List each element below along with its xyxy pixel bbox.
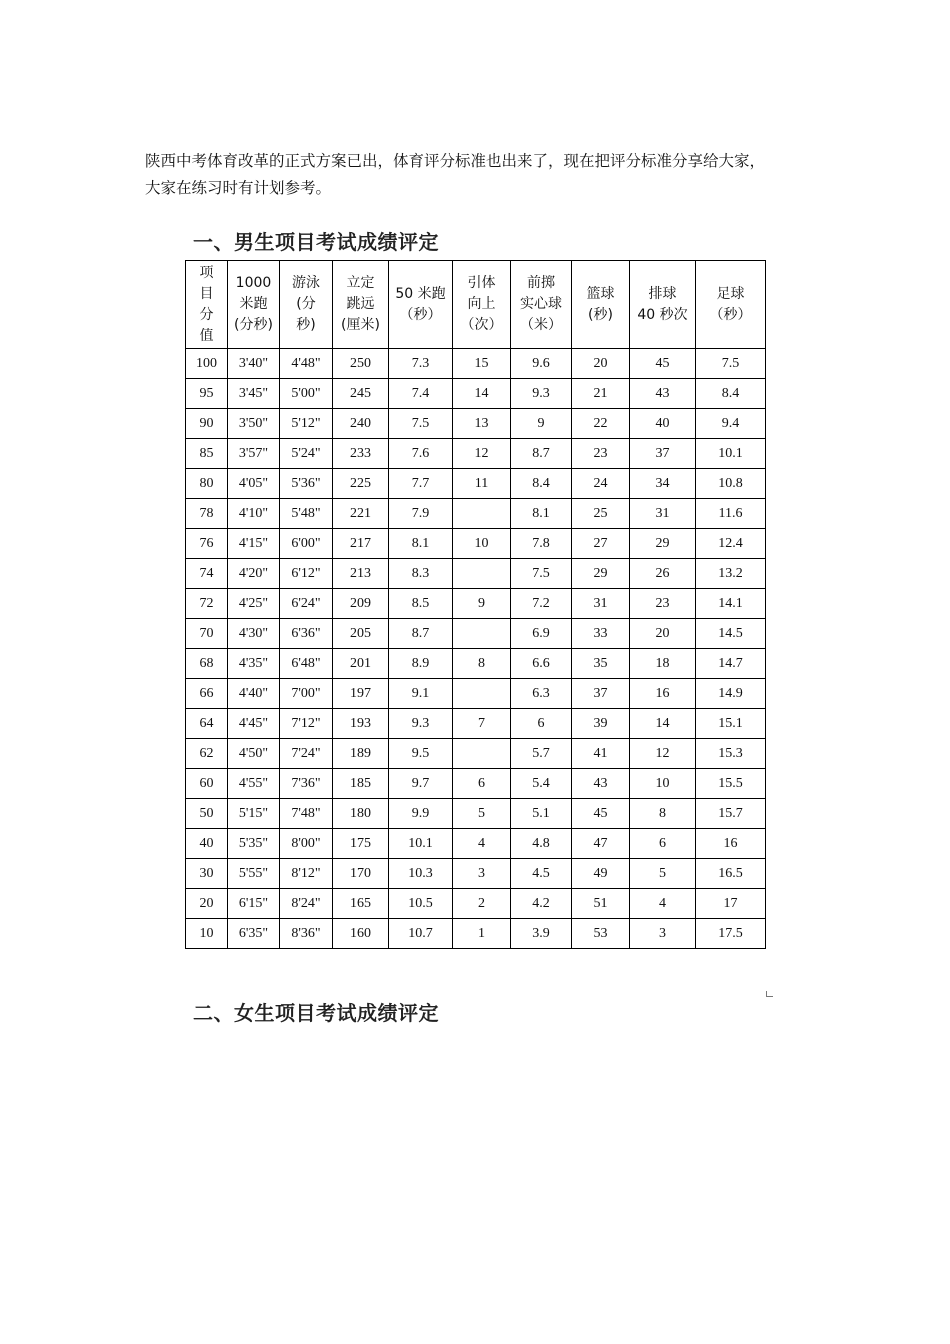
table-cell: 100 <box>186 349 228 379</box>
table-cell: 13.2 <box>696 559 766 589</box>
table-cell: 6'36" <box>280 619 333 649</box>
paragraph-mark <box>766 991 773 997</box>
table-cell: 7'48" <box>280 799 333 829</box>
table-cell: 25 <box>572 499 630 529</box>
table-cell: 8.5 <box>389 589 453 619</box>
table-cell: 4.8 <box>511 829 572 859</box>
table-cell: 43 <box>630 379 696 409</box>
table-cell: 8.4 <box>696 379 766 409</box>
table-cell: 14 <box>630 709 696 739</box>
table-cell: 11 <box>453 469 511 499</box>
column-header: 引体 向上 （次） <box>453 261 511 349</box>
table-row <box>186 409 766 439</box>
table-cell: 7.8 <box>511 529 572 559</box>
table-cell: 213 <box>333 559 389 589</box>
table-cell: 160 <box>333 919 389 949</box>
table-cell: 13 <box>453 409 511 439</box>
table-cell: 9.9 <box>389 799 453 829</box>
table-cell: 15.3 <box>696 739 766 769</box>
table-cell <box>453 619 511 649</box>
table-cell: 5'35" <box>228 829 280 859</box>
table-cell: 17 <box>696 889 766 919</box>
table-cell: 29 <box>572 559 630 589</box>
table-cell: 7.4 <box>389 379 453 409</box>
table-cell: 76 <box>186 529 228 559</box>
table-cell: 95 <box>186 379 228 409</box>
table-cell: 4'35" <box>228 649 280 679</box>
table-cell: 197 <box>333 679 389 709</box>
table-row <box>186 709 766 739</box>
table-cell: 49 <box>572 859 630 889</box>
table-cell <box>453 679 511 709</box>
table-cell: 5'15" <box>228 799 280 829</box>
table-cell: 9.7 <box>389 769 453 799</box>
table-cell: 23 <box>630 589 696 619</box>
table-cell: 40 <box>186 829 228 859</box>
table-cell: 7'00" <box>280 679 333 709</box>
table-cell: 80 <box>186 469 228 499</box>
table-cell: 10.7 <box>389 919 453 949</box>
column-header: 排球 40 秒次 <box>630 261 696 349</box>
table-cell: 8.3 <box>389 559 453 589</box>
table-cell: 8'36" <box>280 919 333 949</box>
table-cell: 7.5 <box>389 409 453 439</box>
table-row <box>186 469 766 499</box>
table-cell: 10.1 <box>696 439 766 469</box>
boys-score-table <box>185 260 766 949</box>
table-cell: 68 <box>186 649 228 679</box>
table-cell: 37 <box>572 679 630 709</box>
table-cell: 170 <box>333 859 389 889</box>
table-cell: 20 <box>630 619 696 649</box>
table-cell: 62 <box>186 739 228 769</box>
table-cell <box>453 499 511 529</box>
table-cell: 16 <box>630 679 696 709</box>
table-cell: 180 <box>333 799 389 829</box>
table-row <box>186 769 766 799</box>
table-cell: 8 <box>453 649 511 679</box>
table-cell: 8'12" <box>280 859 333 889</box>
table-cell: 185 <box>333 769 389 799</box>
table-cell: 7.3 <box>389 349 453 379</box>
table-cell: 6.9 <box>511 619 572 649</box>
table-cell: 10.3 <box>389 859 453 889</box>
table-cell: 35 <box>572 649 630 679</box>
table-cell: 24 <box>572 469 630 499</box>
table-cell: 7 <box>453 709 511 739</box>
table-cell: 209 <box>333 589 389 619</box>
table-row <box>186 919 766 949</box>
table-cell: 5'36" <box>280 469 333 499</box>
table-cell: 9 <box>453 589 511 619</box>
table-cell: 5'24" <box>280 439 333 469</box>
section-title-girls: 二、女生项目考试成绩评定 <box>193 1001 439 1025</box>
table-cell: 4'30" <box>228 619 280 649</box>
table-cell: 233 <box>333 439 389 469</box>
table-cell: 9.4 <box>696 409 766 439</box>
table-cell: 74 <box>186 559 228 589</box>
column-header: 篮球 (秒) <box>572 261 630 349</box>
table-cell: 26 <box>630 559 696 589</box>
table-cell: 70 <box>186 619 228 649</box>
table-cell: 14.1 <box>696 589 766 619</box>
table-cell: 53 <box>572 919 630 949</box>
table-cell: 9.3 <box>511 379 572 409</box>
table-cell: 39 <box>572 709 630 739</box>
column-header: 立定 跳远 (厘米) <box>333 261 389 349</box>
table-row <box>186 529 766 559</box>
table-cell: 6'15" <box>228 889 280 919</box>
table-row <box>186 589 766 619</box>
table-cell: 17.5 <box>696 919 766 949</box>
table-cell: 90 <box>186 409 228 439</box>
table-cell: 4'40" <box>228 679 280 709</box>
table-cell: 225 <box>333 469 389 499</box>
table-cell: 66 <box>186 679 228 709</box>
table-cell: 9.3 <box>389 709 453 739</box>
table-cell: 45 <box>572 799 630 829</box>
table-cell: 10 <box>186 919 228 949</box>
table-cell: 4'10" <box>228 499 280 529</box>
table-cell: 7.5 <box>696 349 766 379</box>
table-cell: 10.5 <box>389 889 453 919</box>
table-cell: 7.7 <box>389 469 453 499</box>
column-header: 50 米跑 （秒） <box>389 261 453 349</box>
table-cell: 18 <box>630 649 696 679</box>
table-cell: 8'24" <box>280 889 333 919</box>
table-cell: 250 <box>333 349 389 379</box>
table-cell: 7.6 <box>389 439 453 469</box>
table-cell: 85 <box>186 439 228 469</box>
table-cell: 10.1 <box>389 829 453 859</box>
table-cell: 8.7 <box>511 439 572 469</box>
table-cell: 7.2 <box>511 589 572 619</box>
table-cell: 21 <box>572 379 630 409</box>
table-cell: 51 <box>572 889 630 919</box>
table-cell: 7'24" <box>280 739 333 769</box>
table-body <box>186 349 766 949</box>
table-cell: 60 <box>186 769 228 799</box>
table-cell: 10 <box>453 529 511 559</box>
intro-line-1: 陕西中考体育改革的正式方案已出，体育评分标准也出来了，现在把评分标准分享给大家， <box>145 152 766 170</box>
table-cell: 5'00" <box>280 379 333 409</box>
column-header: 项 目 分 值 <box>186 261 228 349</box>
table-cell: 175 <box>333 829 389 859</box>
table-cell: 64 <box>186 709 228 739</box>
table-cell: 16.5 <box>696 859 766 889</box>
column-header: 前掷 实心球 （米） <box>511 261 572 349</box>
table-cell: 6.3 <box>511 679 572 709</box>
table-cell: 20 <box>186 889 228 919</box>
table-row <box>186 349 766 379</box>
table-cell: 4.5 <box>511 859 572 889</box>
table-cell: 50 <box>186 799 228 829</box>
table-cell: 16 <box>696 829 766 859</box>
table-cell: 8 <box>630 799 696 829</box>
table-row <box>186 889 766 919</box>
table-cell: 6.6 <box>511 649 572 679</box>
table-cell: 7.9 <box>389 499 453 529</box>
table-cell: 15.7 <box>696 799 766 829</box>
table-cell: 6'00" <box>280 529 333 559</box>
table-cell: 4'48" <box>280 349 333 379</box>
table-cell: 20 <box>572 349 630 379</box>
table-cell: 8.7 <box>389 619 453 649</box>
table-cell: 6'24" <box>280 589 333 619</box>
table-row <box>186 859 766 889</box>
table-cell: 240 <box>333 409 389 439</box>
table-cell: 3 <box>453 859 511 889</box>
table-cell: 245 <box>333 379 389 409</box>
table-cell: 11.6 <box>696 499 766 529</box>
table-cell <box>453 739 511 769</box>
table-cell: 2 <box>453 889 511 919</box>
table-cell: 4 <box>630 889 696 919</box>
table-cell: 8.4 <box>511 469 572 499</box>
table-cell: 31 <box>572 589 630 619</box>
table-cell: 3'57" <box>228 439 280 469</box>
table-row <box>186 379 766 409</box>
table-cell: 43 <box>572 769 630 799</box>
table-cell: 12.4 <box>696 529 766 559</box>
table-cell: 5.4 <box>511 769 572 799</box>
table-cell: 27 <box>572 529 630 559</box>
table-cell: 5'12" <box>280 409 333 439</box>
table-cell: 4'25" <box>228 589 280 619</box>
table-cell: 10.8 <box>696 469 766 499</box>
table-cell: 22 <box>572 409 630 439</box>
table-cell: 14.9 <box>696 679 766 709</box>
table-cell: 15 <box>453 349 511 379</box>
table-cell: 41 <box>572 739 630 769</box>
table-cell: 3'45" <box>228 379 280 409</box>
section-title-boys: 一、男生项目考试成绩评定 <box>193 230 439 254</box>
table-cell: 14.5 <box>696 619 766 649</box>
table-cell: 10 <box>630 769 696 799</box>
table-cell: 9 <box>511 409 572 439</box>
table-cell: 4'05" <box>228 469 280 499</box>
table-cell: 34 <box>630 469 696 499</box>
table-cell: 4 <box>453 829 511 859</box>
table-row <box>186 439 766 469</box>
table-cell: 193 <box>333 709 389 739</box>
table-cell: 205 <box>333 619 389 649</box>
table-cell: 7'36" <box>280 769 333 799</box>
table-cell: 15.1 <box>696 709 766 739</box>
table-cell: 45 <box>630 349 696 379</box>
table-cell: 5 <box>453 799 511 829</box>
table-cell: 5.1 <box>511 799 572 829</box>
table-cell: 9.1 <box>389 679 453 709</box>
table-cell: 12 <box>453 439 511 469</box>
table-cell: 40 <box>630 409 696 439</box>
table-cell: 201 <box>333 649 389 679</box>
table-cell: 4'50" <box>228 739 280 769</box>
intro-paragraph <box>145 148 825 202</box>
table-cell: 7'12" <box>280 709 333 739</box>
table-cell: 4.2 <box>511 889 572 919</box>
table-cell: 72 <box>186 589 228 619</box>
table-row <box>186 499 766 529</box>
table-cell: 47 <box>572 829 630 859</box>
table-cell: 9.6 <box>511 349 572 379</box>
table-cell: 3'50" <box>228 409 280 439</box>
table-cell: 14.7 <box>696 649 766 679</box>
column-header: 游泳 (分 秒) <box>280 261 333 349</box>
table-cell: 6 <box>630 829 696 859</box>
table-row <box>186 619 766 649</box>
table-cell: 5.7 <box>511 739 572 769</box>
table-cell <box>453 559 511 589</box>
column-header: 足球 （秒） <box>696 261 766 349</box>
intro-line-2: 大家在练习时有计划参考。 <box>145 179 332 197</box>
table-cell: 23 <box>572 439 630 469</box>
table-row <box>186 739 766 769</box>
table-cell: 31 <box>630 499 696 529</box>
table-cell: 4'45" <box>228 709 280 739</box>
table-cell: 221 <box>333 499 389 529</box>
table-cell: 8.1 <box>389 529 453 559</box>
column-header: 1000 米跑 (分秒) <box>228 261 280 349</box>
table-cell: 4'15" <box>228 529 280 559</box>
table-cell: 6'48" <box>280 649 333 679</box>
table-cell: 37 <box>630 439 696 469</box>
table-cell: 9.5 <box>389 739 453 769</box>
table-cell: 33 <box>572 619 630 649</box>
table-cell: 6 <box>511 709 572 739</box>
table-cell: 5'48" <box>280 499 333 529</box>
table-cell: 5'55" <box>228 859 280 889</box>
table-cell: 217 <box>333 529 389 559</box>
table-cell: 3'40" <box>228 349 280 379</box>
table-row <box>186 649 766 679</box>
table-row <box>186 679 766 709</box>
table-cell: 4'20" <box>228 559 280 589</box>
table-cell: 14 <box>453 379 511 409</box>
table-cell: 8.1 <box>511 499 572 529</box>
table-cell: 8'00" <box>280 829 333 859</box>
table-cell: 165 <box>333 889 389 919</box>
table-row <box>186 559 766 589</box>
table-cell: 12 <box>630 739 696 769</box>
table-cell: 15.5 <box>696 769 766 799</box>
table-cell: 189 <box>333 739 389 769</box>
table-cell: 6 <box>453 769 511 799</box>
table-cell: 5 <box>630 859 696 889</box>
table-row <box>186 829 766 859</box>
table-cell: 3.9 <box>511 919 572 949</box>
table-cell: 29 <box>630 529 696 559</box>
table-cell: 6'35" <box>228 919 280 949</box>
table-cell: 1 <box>453 919 511 949</box>
table-row <box>186 799 766 829</box>
table-cell: 8.9 <box>389 649 453 679</box>
table-cell: 4'55" <box>228 769 280 799</box>
table-cell: 78 <box>186 499 228 529</box>
table-cell: 7.5 <box>511 559 572 589</box>
table-cell: 30 <box>186 859 228 889</box>
table-cell: 6'12" <box>280 559 333 589</box>
table-header-row <box>186 261 766 349</box>
table-cell: 3 <box>630 919 696 949</box>
